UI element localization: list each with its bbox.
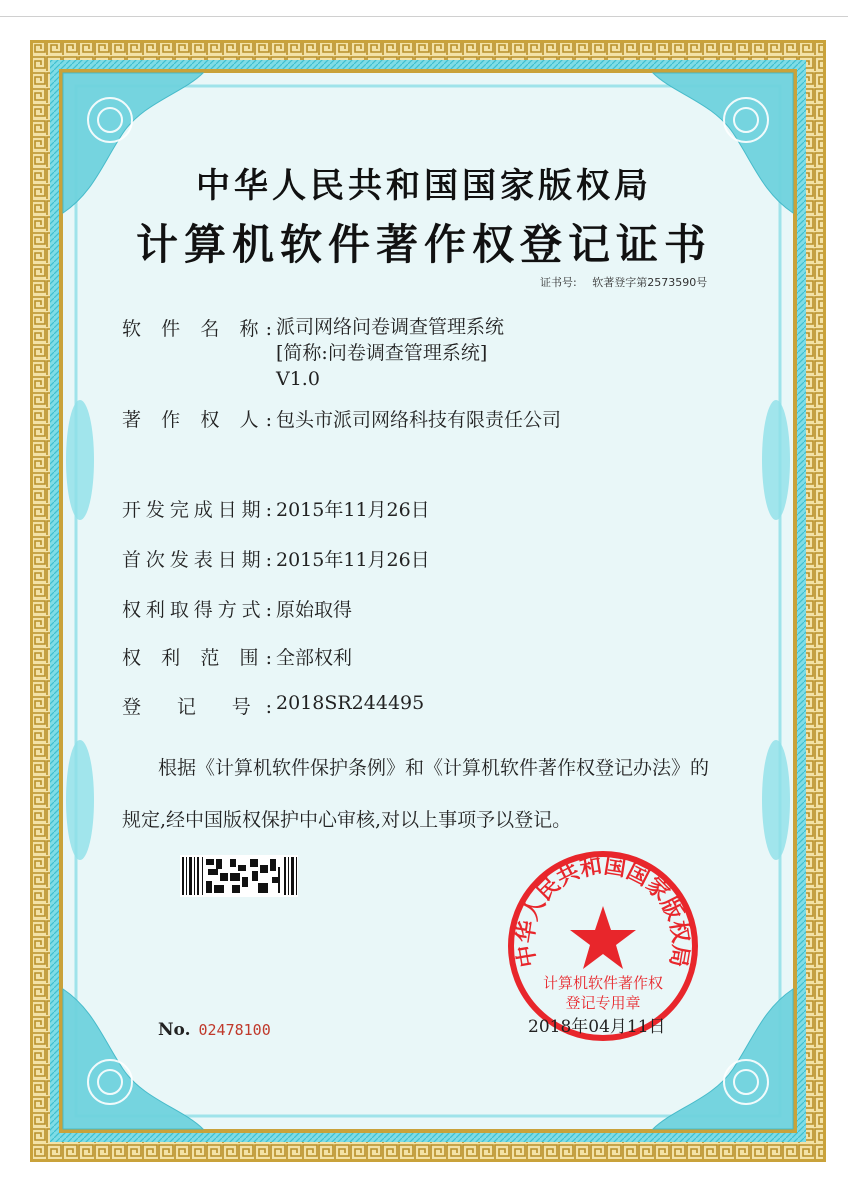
page-top-rule — [0, 16, 848, 17]
software-name-line-3: V1.0 — [276, 368, 320, 390]
field-first-publication-date — [122, 545, 430, 572]
field-value — [272, 314, 504, 392]
issue-date: 2018年04月11日 — [528, 1017, 666, 1037]
field-rights-scope — [122, 643, 352, 670]
field-value: 原始取得 — [276, 599, 353, 621]
seal-star-icon — [570, 906, 636, 969]
seal-inner-line-1: 计算机软件著作权 — [542, 974, 664, 992]
certificate-title: 计算机软件著作权登记证书 — [135, 220, 712, 269]
software-name-line-2: [简称:问卷调查管理系统] — [276, 342, 488, 364]
statement-line-1: 根据《计算机软件保护条例》和《计算机软件著作权登记办法》的 — [158, 757, 710, 779]
field-rights-acquisition-method — [122, 595, 352, 622]
field-value: 2018SR244495 — [276, 692, 425, 714]
issuing-authority-title: 中华人民共和国国家版权局 — [196, 166, 652, 206]
field-label: 首次发表日期: — [122, 549, 272, 571]
software-name-line-1: 派司网络问卷调查管理系统 — [276, 316, 505, 338]
field-value: 2015年11月26日 — [276, 499, 430, 521]
serial-number-value: 02478100 — [198, 1021, 271, 1039]
field-label: 权 利 范 围: — [122, 647, 272, 669]
field-label: 登 记 号: — [122, 696, 272, 718]
field-software-name — [122, 314, 504, 392]
certificate-number — [540, 274, 719, 290]
certificate-number-label: 证书号: — [540, 276, 577, 289]
field-value: 全部权利 — [276, 647, 353, 669]
field-label: 权利取得方式: — [122, 599, 272, 621]
field-value: 2015年11月26日 — [276, 549, 430, 571]
statement-line-2: 规定,经中国版权保护中心审核,对以上事项予以登记。 — [122, 809, 572, 831]
serial-prefix: No. — [158, 1020, 191, 1040]
field-label: 开发完成日期: — [122, 499, 272, 521]
field-label: 著 作 权 人: — [122, 409, 272, 431]
field-value: 包头市派司网络科技有限责任公司 — [276, 409, 562, 431]
seal-inner-line-2: 登记专用章 — [565, 994, 641, 1012]
field-label: 软 件 名 称: — [122, 318, 272, 340]
serial-number — [158, 1020, 271, 1040]
seal-ring-text: 中华人民共和国国家版权局 — [513, 853, 693, 969]
barcode-graphic — [180, 855, 298, 897]
field-copyright-owner — [122, 405, 561, 432]
field-development-completion-date — [122, 495, 430, 522]
field-registration-number — [122, 692, 424, 719]
certificate-number-value: 软著登字第2573590号 — [592, 276, 708, 289]
